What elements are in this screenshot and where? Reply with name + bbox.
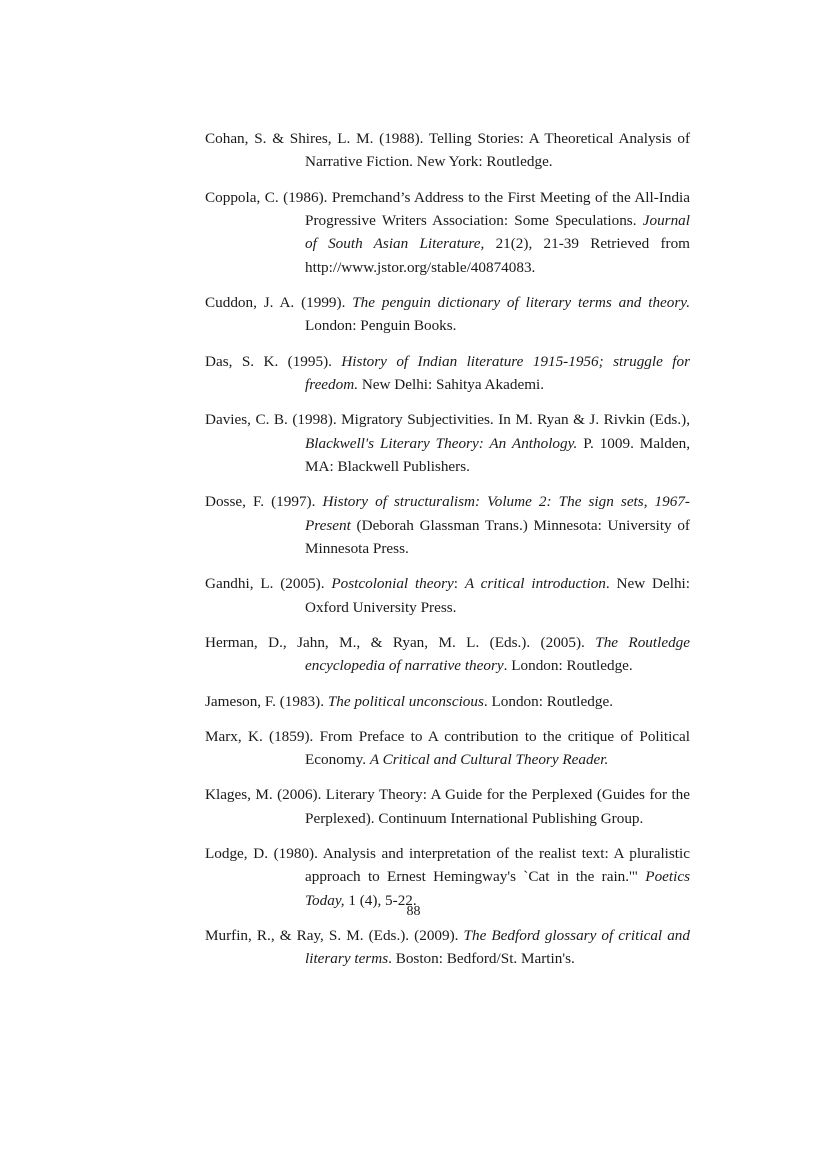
- reference-title-italic: The penguin dictionary of literary terms and theory.: [352, 294, 690, 312]
- reference-title-italic: Poetics Today,: [305, 868, 690, 909]
- reference-entry: [205, 350, 690, 397]
- reference-entry: [205, 924, 690, 971]
- reference-title-italic: Journal of South Asian Literature: [305, 212, 690, 253]
- reference-text: Gandhi, L. (2005).: [205, 575, 332, 593]
- reference-text: Klages, M. (2006). Literary Theory: A Guide for the Perplexed (Guides for the Perplexed). Continuum International Publishing Group.: [205, 786, 690, 827]
- reference-text: Herman, D., Jahn, M., & Ryan, M. L. (Eds.). (2005).: [205, 633, 596, 651]
- reference-entry: [205, 631, 690, 678]
- reference-entry: [205, 186, 690, 280]
- reference-text: Coppola, C. (1986). Premchand’s Address to the First Meeting of the All-India Progressive Writers Association: Some Speculations.: [205, 188, 690, 230]
- reference-entry: [205, 842, 690, 912]
- reference-text: Cuddon, J. A. (1999).: [205, 294, 353, 312]
- reference-title-italic: Postcolonial theory: [331, 575, 454, 593]
- reference-text: Marx, K. (1859). From Preface to A contribution to the critique of Political Economy.: [205, 727, 690, 769]
- reference-text: . Boston: Bedford/St. Martin's.: [388, 950, 575, 968]
- reference-text: Davies, C. B. (1998). Migratory Subjectivities. In M. Ryan & J. Rivkin (Eds.),: [205, 411, 690, 429]
- reference-text: Cohan, S. & Shires, L. M. (1988). Telling Stories: A Theoretical Analysis of Narrative Fiction. New York: Routledge.: [205, 130, 690, 171]
- reference-text: . New Delhi: Oxford University Press.: [305, 575, 690, 616]
- reference-title-italic: History of structuralism: Volume 2: The sign sets, 1967-Present: [305, 493, 690, 534]
- reference-text: P. 1009. Malden, MA: Blackwell Publishers.: [305, 434, 690, 476]
- reference-title-italic: The political unconscious: [327, 692, 484, 710]
- reference-title-italic: The Routledge encyclopedia of narrative theory: [305, 633, 691, 675]
- reference-text: Das, S. K. (1995).: [205, 352, 342, 370]
- reference-text: , 21(2), 21-39 Retrieved from http://www.jstor.org/stable/40874083.: [305, 235, 690, 276]
- page-number: 88: [406, 904, 421, 919]
- reference-entry: [205, 725, 690, 772]
- reference-text: London: Penguin Books.: [305, 317, 457, 335]
- reference-text: . London: Routledge.: [503, 657, 633, 675]
- reference-text: 1 (4), 5-22.: [344, 891, 417, 909]
- reference-text: . London: Routledge.: [483, 692, 613, 710]
- reference-entry: [205, 127, 690, 174]
- reference-title-italic: A Critical and Cultural Theory Reader.: [369, 751, 609, 769]
- reference-entry: [205, 490, 690, 560]
- reference-title-italic: A critical introduction: [464, 575, 606, 593]
- reference-text: Jameson, F. (1983).: [205, 692, 328, 710]
- reference-entry: [205, 690, 690, 713]
- reference-text: Lodge, D. (1980). Analysis and interpretation of the realist text: A pluralistic approach to Ernest Hemingway's `Cat in the rain.'": [205, 844, 690, 886]
- reference-text: :: [453, 575, 465, 593]
- reference-text: New Delhi: Sahitya Akademi.: [358, 376, 545, 394]
- reference-entry: [205, 783, 690, 830]
- reference-text: Murfin, R., & Ray, S. M. (Eds.). (2009).: [205, 926, 464, 944]
- reference-entry: [205, 572, 690, 619]
- reference-list: [205, 127, 690, 983]
- reference-title-italic: Blackwell's Literary Theory: An Anthology.: [305, 434, 578, 452]
- reference-title-italic: The Bedford glossary of critical and literary terms: [305, 926, 690, 968]
- reference-entry: [205, 291, 690, 338]
- reference-title-italic: History of Indian literature 1915-1956; struggle for freedom.: [305, 352, 690, 394]
- reference-entry: [205, 408, 690, 478]
- reference-text: (Deborah Glassman Trans.) Minnesota: University of Minnesota Press.: [305, 516, 690, 558]
- reference-text: Dosse, F. (1997).: [205, 493, 323, 511]
